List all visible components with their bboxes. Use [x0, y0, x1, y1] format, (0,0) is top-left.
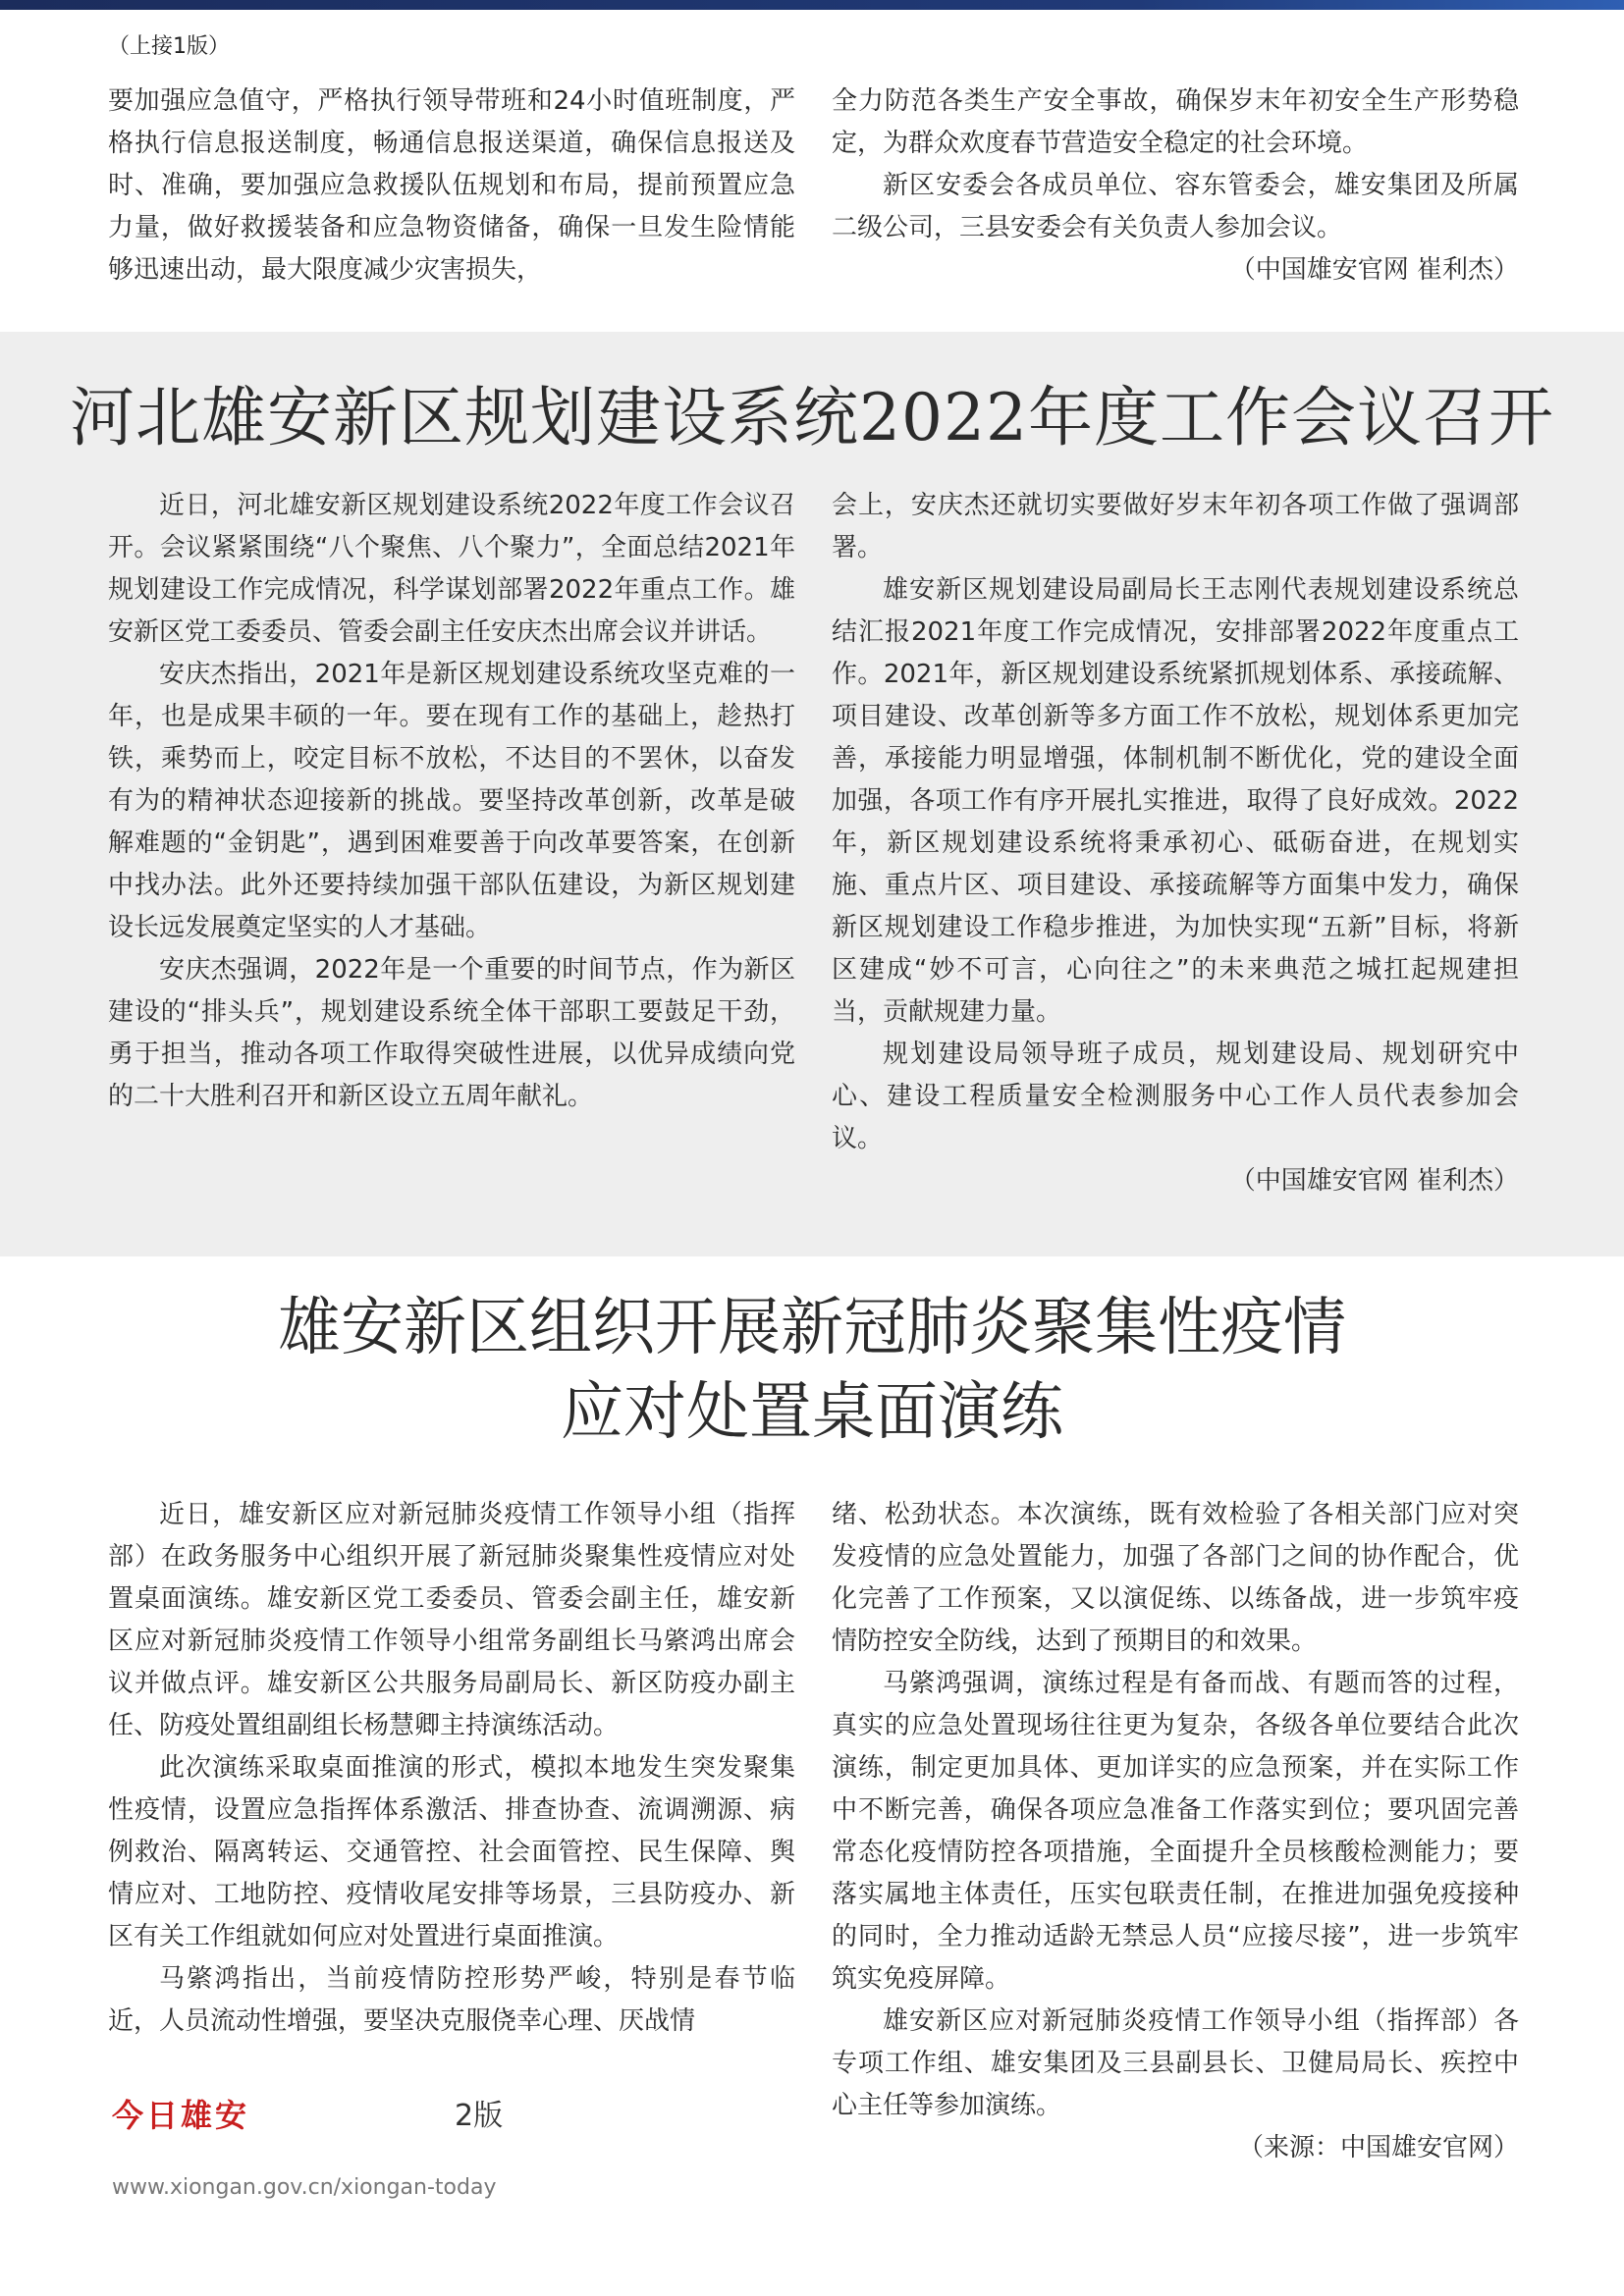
article0-source: （中国雄安官网 崔利杰）	[1229, 255, 1519, 285]
article2-paragraph-3: 马綮鸿指出，当前疫情防控形势严峻，特别是春节临近，人员流动性增强，要坚决克服侥幸心理、厌战情	[108, 1964, 795, 2036]
article1-headline: 河北雄安新区规划建设系统2022年度工作会议召开	[70, 380, 1554, 455]
article1-paragraph-2: 安庆杰指出，2021年是新区规划建设系统攻坚克难的一年，也是成果丰硕的一年。要在现有工作的基础上，趁热打铁，乘势而上，咬定目标不放松，不达目的不罢休，以奋发有为的精神状态迎接新的挑战。要坚持改革创新，改革是破解难题的“金钥匙”，遇到困难要善于向改革要答案，在创新中找办法。此外还要持续加强干部队伍建设，为新区规划建设长远发展奠定坚实的人才基础。	[108, 660, 795, 942]
article1-paragraph-3: 安庆杰强调，2022年是一个重要的时间节点，作为新区建设的“排头兵”，规划建设系统全体干部职工要鼓足干劲，勇于担当，推动各项工作取得突破性进展，以优异成绩向党的二十大胜利召开和新区设立五周年献礼。	[108, 955, 795, 1111]
article1-source: （中国雄安官网 崔利杰）	[1229, 1166, 1519, 1196]
article1-paragraph-cont: 会上，安庆杰还就切实要做好岁末年初各项工作做了强调部署。	[832, 491, 1519, 562]
article2-paragraph-2: 此次演练采取桌面推演的形式，模拟本地发生突发聚集性疫情，设置应急指挥体系激活、排查协查、流调溯源、病例救治、隔离转运、交通管控、社会面管控、民生保障、舆情应对、工地防控、疫情收尾安排等场景，三县防疫办、新区有关工作组就如何应对处置进行桌面推演。	[108, 1753, 795, 1951]
page-number: 2版	[455, 2099, 504, 2133]
article0-left-paragraph: 要加强应急值守，严格执行领导带班和24小时值班制度，严格执行信息报送制度，畅通信息报送渠道，确保信息报送及时、准确，要加强应急救援队伍规划和布局，提前预置应急力量，做好救援装备和应急物资储备，确保一旦发生险情能够迅速出动，最大限度减少灾害损失，	[108, 86, 795, 285]
article1-left-column	[108, 485, 795, 1118]
article1-paragraph-5: 规划建设局领导班子成员，规划建设局、规划研究中心、建设工程质量安全检测服务中心工作人员代表参加会议。	[832, 1040, 1519, 1153]
article2-headline	[0, 1286, 1624, 1455]
top-accent-bar	[0, 0, 1624, 10]
article1-paragraph-4: 雄安新区规划建设局副局长王志刚代表规划建设系统总结汇报2021年度工作完成情况，安排部署2022年度重点工作。2021年，新区规划建设系统紧抓规划体系、承接疏解、项目建设、改革创新等多方面工作不放松，规划体系更加完善，承接能力明显增强，体制机制不断优化，党的建设全面加强，各项工作有序开展扎实推进，取得了良好成效。2022年，新区规划建设系统将秉承初心、砥砺奋进，在规划实施、重点片区、项目建设、承接疏解等方面集中发力，确保新区规划建设工作稳步推进，为加快实现“五新”目标，将新区建成“妙不可言，心向往之”的未来典范之城扛起规建担当，贡献规建力量。	[832, 575, 1519, 1027]
article0-left-column	[108, 80, 795, 292]
article2-source: （来源：中国雄安官网）	[1237, 2133, 1519, 2163]
footer-url: www.xiongan.gov.cn/xiongan-today	[112, 2175, 497, 2200]
article2-paragraph-4: 马綮鸿强调，演练过程是有备而战、有题而答的过程，真实的应急处置现场往往更为复杂，各级各单位要结合此次演练，制定更加具体、更加详实的应急预案，并在实际工作中不断完善，确保各项应急准备工作落实到位；要巩固完善常态化疫情防控各项措施，全面提升全员核酸检测能力；要落实属地主体责任，压实包联责任制，在推进加强免疫接种的同时，全力推动适龄无禁忌人员“应接尽接”，进一步筑牢筑实免疫屏障。	[832, 1669, 1519, 1994]
article0-attendees-paragraph: 新区安委会各成员单位、容东管委会，雄安集团及所属二级公司，三县安委会有关负责人参加会议。	[832, 171, 1519, 242]
article2-paragraph-1: 近日，雄安新区应对新冠肺炎疫情工作领导小组（指挥部）在政务服务中心组织开展了新冠肺炎聚集性疫情应对处置桌面演练。雄安新区党工委委员、管委会副主任，雄安新区应对新冠肺炎疫情工作领导小组常务副组长马綮鸿出席会议并做点评。雄安新区公共服务局副局长、新区防疫办副主任、防疫处置组副组长杨慧卿主持演练活动。	[108, 1500, 795, 1740]
article0-right-paragraph: 全力防范各类生产安全事故，确保岁末年初安全生产形势稳定，为群众欢度春节营造安全稳定的社会环境。	[832, 86, 1519, 158]
article0-right-column	[832, 80, 1519, 292]
continued-from-label: （上接1版）	[108, 34, 230, 59]
article2-left-column	[108, 1494, 795, 2043]
article1-paragraph-1: 近日，河北雄安新区规划建设系统2022年度工作会议召开。会议紧紧围绕“八个聚焦、八个聚力”，全面总结2021年规划建设工作完成情况，科学谋划部署2022年重点工作。雄安新区党工委委员、管委会副主任安庆杰出席会议并讲话。	[108, 491, 795, 647]
article2-paragraph-5: 雄安新区应对新冠肺炎疫情工作领导小组（指挥部）各专项工作组、雄安集团及三县副县长、卫健局局长、疾控中心主任等参加演练。	[832, 2006, 1519, 2120]
article1-right-column	[832, 485, 1519, 1202]
article2-right-column	[832, 1494, 1519, 2169]
article2-headline-line2: 应对处置桌面演练	[561, 1376, 1063, 1449]
article2-paragraph-cont: 绪、松劲状态。本次演练，既有效检验了各相关部门应对突发疫情的应急处置能力，加强了各部门之间的协作配合，优化完善了工作预案，又以演促练、以练备战，进一步筑牢疫情防控安全防线，达到了预期目的和效果。	[832, 1500, 1519, 1656]
newspaper-logo: 今日雄安	[112, 2097, 250, 2134]
article2-headline-line1: 雄安新区组织开展新冠肺炎聚集性疫情	[278, 1292, 1346, 1364]
